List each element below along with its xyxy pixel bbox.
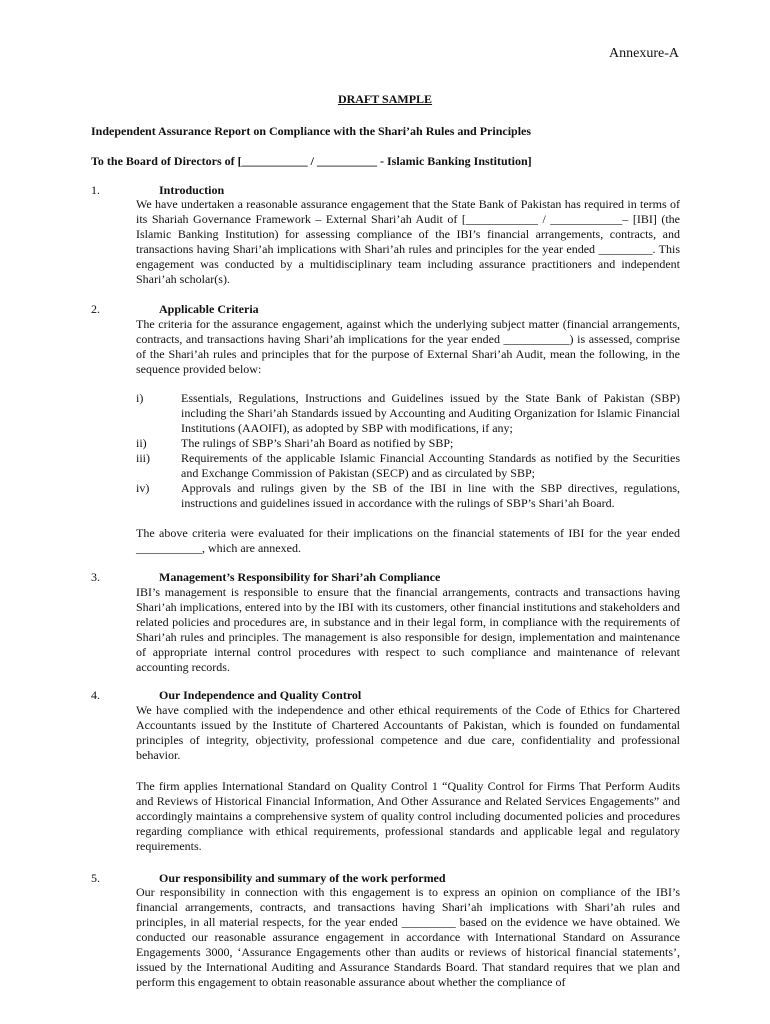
section-2-closing: The above criteria were evaluated for their implications on the financial statements of IBI for the year ended ___________, which are annexed. [136, 526, 680, 555]
list-item: The rulings of SBP’s Shari’ah Board as notified by SBP; [181, 436, 454, 450]
report-title: Independent Assurance Report on Compliance with the Shari’ah Rules and Principles [91, 124, 532, 138]
section-4-number: 4. [91, 688, 100, 702]
section-3-number: 3. [91, 570, 100, 584]
section-5-number: 5. [91, 871, 100, 885]
section-2-heading: Applicable Criteria [159, 302, 259, 316]
section-4-heading: Our Independence and Quality Control [159, 688, 362, 702]
section-3-body: IBI’s management is responsible to ensure that the financial arrangements, contracts and transactions having Shari’ah implications, entered into by the IBI with its customers, other financial institutions and stakeholders and related policies and procedures are, in substance and in their legal form, in compliance with the requirements of Shari’ah rules and principles. The management is also responsible for design, implementation and maintenance of appropriate internal control procedures with respect to such compliance and maintenance of relevant accounting records. [136, 585, 680, 674]
section-4-body-2: The firm applies International Standard on Quality Control 1 “Quality Control for Firms That Perform Audits and Reviews of Historical Financial Information, And Other Assurance and Related Services Engagements” and accordingly maintains a comprehensive system of quality control including documented policies and procedures regarding compliance with ethical requirements, professional standards and applicable legal and regulatory requirements. [136, 779, 680, 853]
list-marker: iii) [136, 451, 150, 465]
section-5-heading: Our responsibility and summary of the work performed [159, 871, 446, 885]
addressee: To the Board of Directors of [___________ / __________ - Islamic Banking Institution] [91, 154, 532, 168]
list-marker: i) [136, 391, 144, 405]
annexure-label: Annexure-A [609, 46, 679, 61]
section-2-number: 2. [91, 302, 100, 316]
list-item: Approvals and rulings given by the SB of the IBI in line with the SBP directives, regulations, instructions and guidelines issued in accordance with the rulings of SBP’s Shari’ah Board. [181, 481, 680, 510]
list-item: Essentials, Regulations, Instructions and Guidelines issued by the State Bank of Pakistan (SBP) including the Shari’ah Standards issued by Accounting and Auditing Organization for Islamic Financial Institutions (AAOIFI), as adopted by SBP with modifications, if any; [181, 391, 680, 435]
draft-title: DRAFT SAMPLE [337, 92, 433, 106]
section-1-body: We have undertaken a reasonable assurance engagement that the State Bank of Pakistan has required in terms of its Shariah Governance Framework – External Shari’ah Audit of [____________ / ____________– [IBI] (the Islamic Banking Institution) for assessing compliance of the IBI’s financial arrangements, contracts, and transactions having Shari’ah implications with Shari’ah rules and principles for the year ended _________. This engagement was conducted by a multidisciplinary team including assurance practitioners and independent Shari’ah scholar(s). [136, 197, 680, 286]
list-item: Requirements of the applicable Islamic Financial Accounting Standards as notified by the Securities and Exchange Commission of Pakistan (SECP) and as circulated by SBP; [181, 451, 680, 480]
section-3-heading: Management’s Responsibility for Shari’ah Compliance [159, 570, 441, 584]
section-1-heading: Introduction [159, 183, 225, 197]
section-2-body: The criteria for the assurance engagement, against which the underlying subject matter (financial arrangements, contracts, and transactions having Shari’ah implications for the year ended ___________) is assessed, comprise of the Shari’ah rules and principles that for the purpose of External Shari’ah Audit, mean the following, in the sequence provided below: [136, 317, 680, 376]
list-marker: ii) [136, 436, 147, 450]
section-1-number: 1. [91, 183, 100, 197]
section-4-body: We have complied with the independence and other ethical requirements of the Code of Ethics for Chartered Accountants issued by the Institute of Chartered Accountants of Pakistan, which is founded on fundamental principles of integrity, objectivity, professional competence and due care, confidentiality and professional behavior. [136, 703, 680, 762]
list-marker: iv) [136, 481, 150, 495]
section-5-body: Our responsibility in connection with this engagement is to express an opinion on compliance of the IBI’s financial arrangements, contracts, and transactions having Shari’ah implications with Shari’ah rules and principles, in all material respects, for the year ended _________ based on the evidence we have obtained. We conducted our reasonable assurance engagement in accordance with International Standard on Assurance Engagements 3000, ‘Assurance Engagements other than audits or reviews of historical financial statements’, issued by the International Auditing and Assurance Standards Board. That standard requires that we plan and perform this engagement to obtain reasonable assurance about whether the compliance of [136, 885, 680, 989]
